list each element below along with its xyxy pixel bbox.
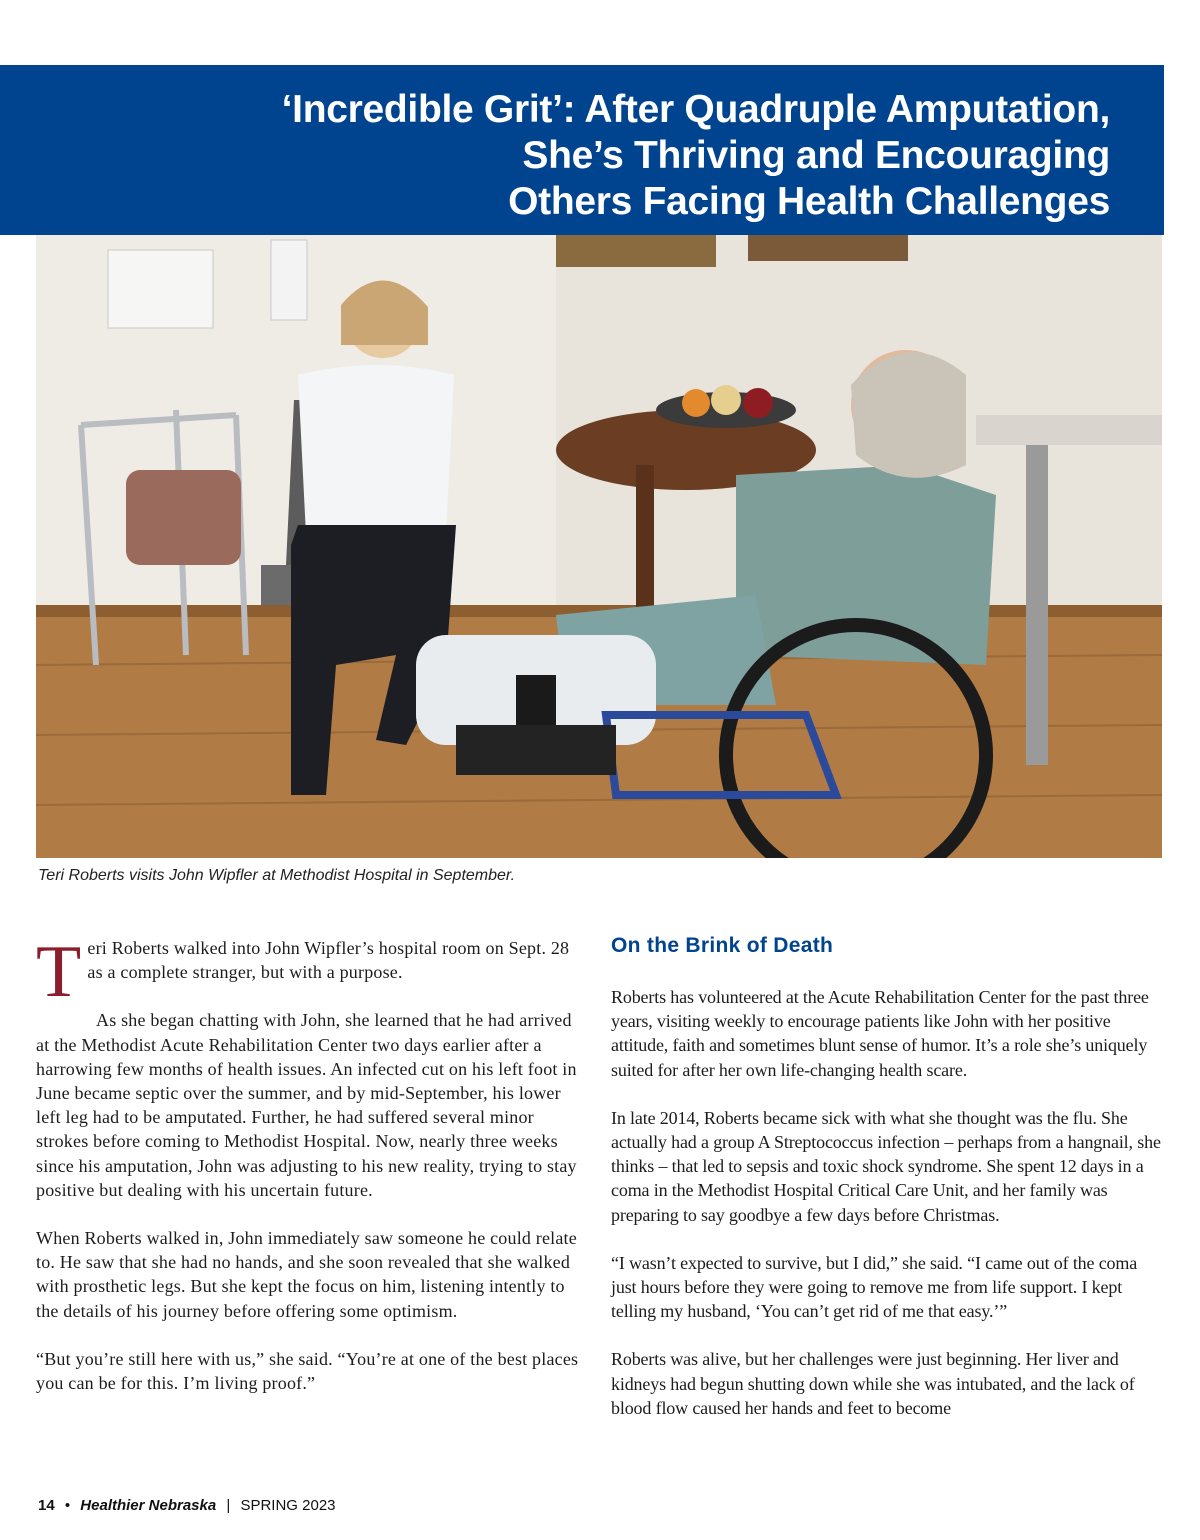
article-column-right bbox=[611, 931, 1166, 1444]
headline-line: ‘Incredible Grit’: After Quadruple Amputation, bbox=[281, 88, 1110, 131]
lead-paragraph bbox=[36, 931, 584, 1013]
page-footer bbox=[38, 1497, 336, 1514]
footer-divider: | bbox=[226, 1497, 231, 1514]
section-subheading: On the Brink of Death bbox=[611, 934, 834, 957]
title-banner bbox=[0, 65, 1164, 235]
publication-name: Healthier Nebraska bbox=[80, 1497, 217, 1514]
body-paragraph: “I wasn’t expected to survive, but I did,” she said. “I came out of the coma just hours before they were going to remove me from life support. I kept telling my husband, ‘You can’t get rid of me that easy.’” bbox=[611, 1252, 1138, 1322]
article-headline bbox=[282, 87, 1110, 225]
article-photo bbox=[36, 235, 1162, 858]
body-paragraph: Roberts has volunteered at the Acute Rehabilitation Center for the past three years, visiting weekly to encourage patients like John with her positive attitude, faith and sometimes blunt sense of humor. It’s a role she’s uniquely suited for after her own life-changing health scare. bbox=[611, 987, 1149, 1080]
issue-label: SPRING 2023 bbox=[240, 1497, 336, 1514]
body-paragraph: In late 2014, Roberts became sick with what she thought was the flu. She actually had a group A Streptococcus infection – perhaps from a hangnail, she thinks – that led to sepsis and toxic shock syndrome. She spent 12 days in a coma in the Methodist Hospital Critical Care Unit, and her family was preparing to say goodbye a few days before Christmas. bbox=[611, 1107, 1161, 1225]
footer-bullet: • bbox=[64, 1497, 71, 1514]
headline-line: Others Facing Health Challenges bbox=[508, 180, 1110, 223]
body-paragraph: As she began chatting with John, she learned that he had arrived at the Methodist Acute Rehabilitation Center two days earlier after a harrowing few months of health issues. An infected cut on his left foot in June became septic over the summer, and by mid-September, his lower left leg had to be amputated. Further, he had suffered several minor strokes before coming to Methodist Hospital. Now, nearly three weeks since his amputation, John was adjusting to his new reality, trying to stay positive but dealing with his uncertain future. bbox=[36, 1010, 577, 1200]
hospital-room-illustration bbox=[36, 235, 1162, 858]
body-paragraph: Roberts was alive, but her challenges were just beginning. Her liver and kidneys had begun shutting down while she was intubated, and the lack of blood flow caused her hands and feet to become bbox=[611, 1349, 1135, 1418]
paragraph-text: eri Roberts walked into John Wipfler’s hospital room on Sept. 28 as a complete stranger, but with a purpose. bbox=[87, 938, 570, 983]
body-paragraph: “But you’re still here with us,” she said. “You’re at one of the best places you can be for this. I’m living proof.” bbox=[36, 1348, 579, 1394]
photo-caption: Teri Roberts visits John Wipfler at Methodist Hospital in September. bbox=[38, 867, 516, 884]
body-paragraph: When Roberts walked in, John immediately saw someone he could relate to. He saw that she had no hands, and she soon revealed that she walked with prosthetic legs. But she kept the focus on him, listening intently to the details of his journey before offering some optimism. bbox=[36, 1228, 577, 1321]
page-number: 14 bbox=[38, 1497, 55, 1514]
headline-line: She’s Thriving and Encouraging bbox=[522, 134, 1110, 177]
drop-cap: T bbox=[36, 931, 82, 1013]
article-column-left bbox=[36, 931, 584, 1419]
